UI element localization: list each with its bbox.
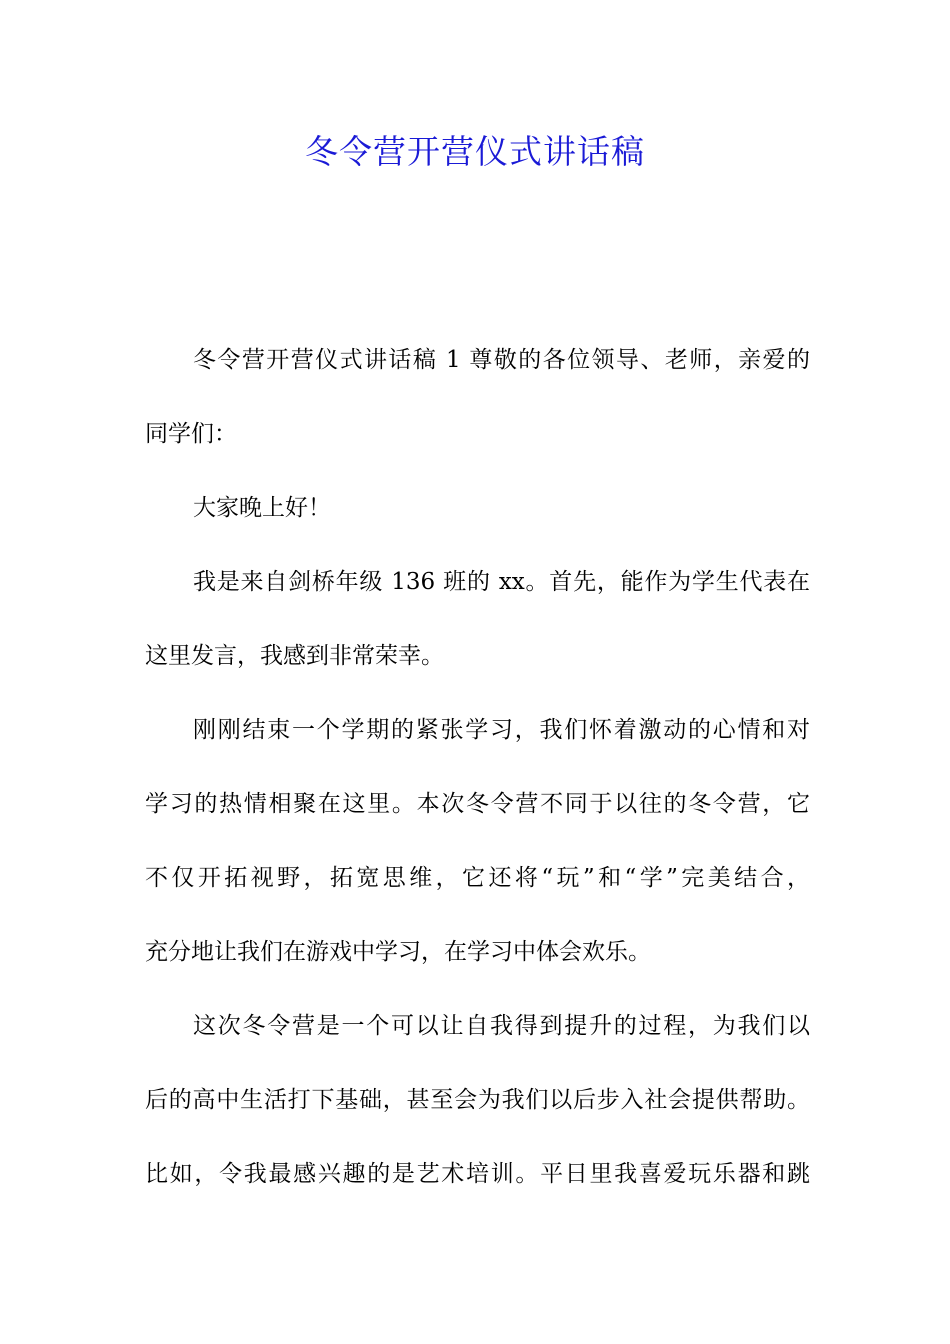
paragraph-line: 大家晚上好！ xyxy=(193,495,331,521)
paragraph-line: 后的高中生活打下基础，甚至会为我们以后步入社会提供帮助。 xyxy=(145,1087,810,1113)
paragraph-line: 刚刚结束一个学期的紧张学习，我们怀着激动的心情和对 xyxy=(193,717,810,743)
paragraph-line: 这里发言，我感到非常荣幸。 xyxy=(145,643,444,669)
paragraph-line: 充分地让我们在游戏中学习，在学习中体会欢乐。 xyxy=(145,939,651,965)
paragraph-line: 同学们： xyxy=(145,421,237,447)
paragraph-line: 不仅开拓视野，拓宽思维，它还将“玩”和“学”完美结合， xyxy=(145,865,810,891)
document-title: 冬令营开营仪式讲话稿 xyxy=(305,132,645,171)
paragraph-line: 学习的热情相聚在这里。本次冬令营不同于以往的冬令营，它 xyxy=(145,791,810,817)
paragraph-line: 冬令营开营仪式讲话稿 1 尊敬的各位领导、老师，亲爱的 xyxy=(193,347,810,373)
paragraph-line: 比如，令我最感兴趣的是艺术培训。平日里我喜爱玩乐器和跳 xyxy=(145,1161,810,1187)
paragraph-line: 这次冬令营是一个可以让自我得到提升的过程，为我们以 xyxy=(193,1013,810,1039)
paragraph-line: 我是来自剑桥年级 136 班的 xx。首先，能作为学生代表在 xyxy=(193,569,810,595)
